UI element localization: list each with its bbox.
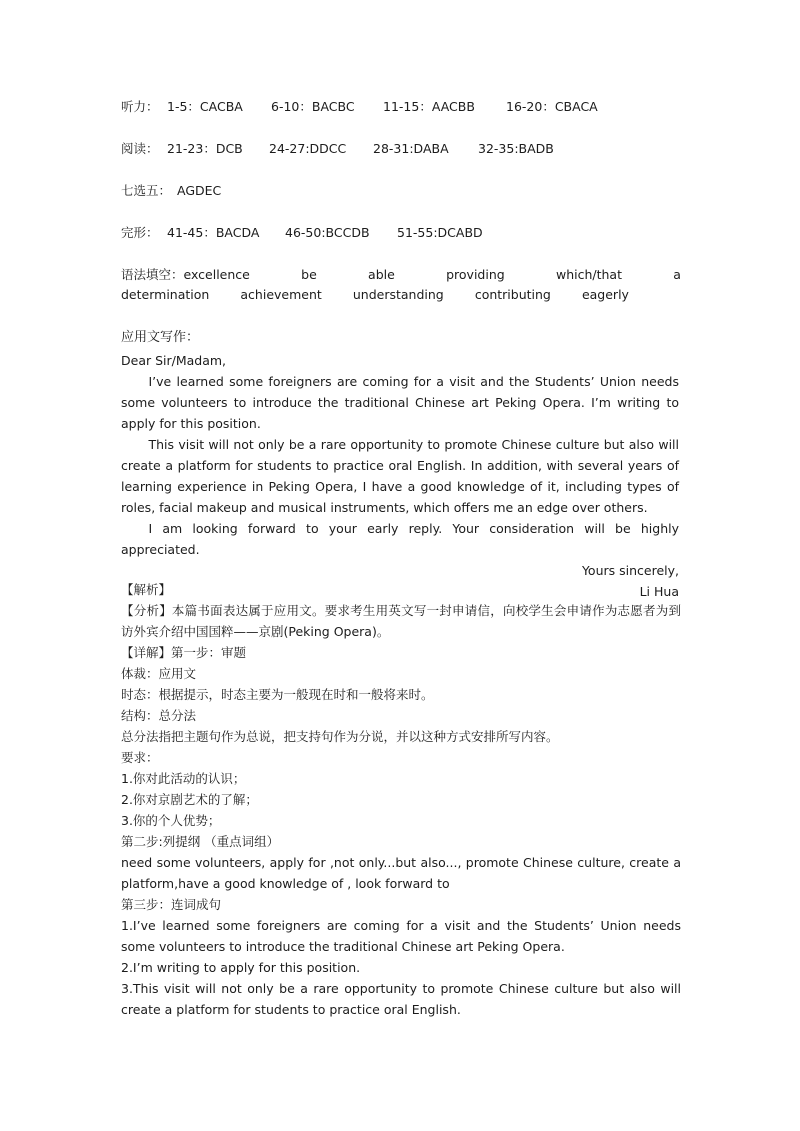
answer-group: 24-27:DDCC <box>269 141 347 156</box>
grammar-answers-row-2 <box>121 285 629 305</box>
letter-signature: Li Hua <box>639 584 679 599</box>
reading-label: 阅读： <box>121 141 159 156</box>
answer-group: 16-20：CBACA <box>506 99 598 114</box>
answer-group: 28-31:DABA <box>373 141 449 156</box>
analysis-line: 第三步：连词成句 <box>121 897 222 912</box>
cloze-label: 完形： <box>121 225 159 240</box>
analysis-line: 1.I’ve learned some foreigners are coming for a visit and the Students’ Union needs some volunteers to introduce the traditional Chinese art Peking Opera. <box>121 918 681 954</box>
grammar-answer: a <box>673 267 681 282</box>
analysis-section <box>121 579 681 1020</box>
grammar-answer: eagerly <box>581 287 629 302</box>
analysis-line: need some volunteers, apply for ,not only...but also..., promote Chinese culture, create a platform,have a good knowledge of , look forward to <box>121 855 681 891</box>
grammar-answer: contributing <box>474 287 551 302</box>
letter-paragraph: This visit will not only be a rare opportunity to promote Chinese culture but also will create a platform for students to practice oral English. In addition, with several years of learning experience in Peking Opera, I have a good knowledge of it, including types of roles, facial makeup and musical instruments, which offers me an edge over others. <box>121 437 679 515</box>
grammar-answer: providing <box>446 267 505 282</box>
analysis-line: 第二步:列提纲 （重点词组） <box>121 834 280 849</box>
analysis-line: 2.你对京剧艺术的了解； <box>121 792 258 807</box>
listening-answers <box>121 97 681 117</box>
analysis-line: 【详解】第一步：审题 <box>121 645 247 660</box>
analysis-line: 时态：根据提示，时态主要为一般现在时和一般将来时。 <box>121 687 434 702</box>
analysis-line: 要求： <box>121 750 159 765</box>
answer-group: 21-23：DCB <box>167 141 243 156</box>
reading-answers <box>121 139 681 159</box>
analysis-line: 1.你对此活动的认识； <box>121 771 246 786</box>
answer-group: 41-45：BACDA <box>167 225 260 240</box>
letter-paragraph: I’ve learned some foreigners are coming for a visit and the Students’ Union needs some volunteers to introduce the traditional Chinese art Peking Opera. I’m writing to apply for this position. <box>121 374 679 431</box>
analysis-line: 3.This visit will not only be a rare opportunity to promote Chinese culture but also will create a platform for students to practice oral English. <box>121 981 681 1017</box>
answer-group: 32-35:BADB <box>478 141 554 156</box>
grammar-answer: understanding <box>352 287 444 302</box>
grammar-answer: determination <box>121 287 210 302</box>
analysis-line: 2.I’m writing to apply for this position. <box>121 960 361 975</box>
grammar-answer: achievement <box>240 287 322 302</box>
writing-heading: 应用文写作： <box>121 330 200 345</box>
answer-group: 46-50:BCCDB <box>285 225 370 240</box>
analysis-line: 【分析】本篇书面表达属于应用文。要求考生用英文写一封申请信，向校学生会申请作为志愿者为到访外宾介绍中国国粹——京剧(Peking Opera)。 <box>121 603 681 639</box>
analysis-line: 体裁：应用文 <box>121 666 197 681</box>
analysis-line: 总分法指把主题句作为总说，把支持句作为分说，并以这种方式安排所写内容。 <box>121 729 559 744</box>
grammar-answers-row-1 <box>121 265 681 285</box>
answer-group: AGDEC <box>177 183 222 198</box>
cloze-answers <box>121 223 681 243</box>
letter-closing: Yours sincerely, <box>581 563 679 578</box>
answer-group: 51-55:DCABD <box>397 225 483 240</box>
analysis-line: 3.你的个人优势； <box>121 813 221 828</box>
answer-group: 6-10：BACBC <box>271 99 355 114</box>
answer-group: 1-5：CACBA <box>167 99 243 114</box>
grammar-answer: which/that <box>555 267 622 282</box>
seven-choose-five-label: 七选五： <box>121 183 172 198</box>
answer-group: 11-15：AACBB <box>383 99 475 114</box>
listening-label: 听力： <box>121 99 159 114</box>
grammar-answer: able <box>368 267 395 282</box>
letter-paragraph: I am looking forward to your early reply. Your consideration will be highly appreciated. <box>121 521 679 557</box>
grammar-answer: excellence <box>183 267 250 282</box>
grammar-answer: be <box>301 267 317 282</box>
sample-letter <box>121 350 679 602</box>
seven-choose-five-answers <box>121 181 681 201</box>
analysis-heading: 【解析】 <box>121 582 172 597</box>
grammar-label: 语法填空： <box>121 267 184 282</box>
analysis-line: 结构：总分法 <box>121 708 197 723</box>
letter-salutation: Dear Sir/Madam, <box>121 353 227 368</box>
